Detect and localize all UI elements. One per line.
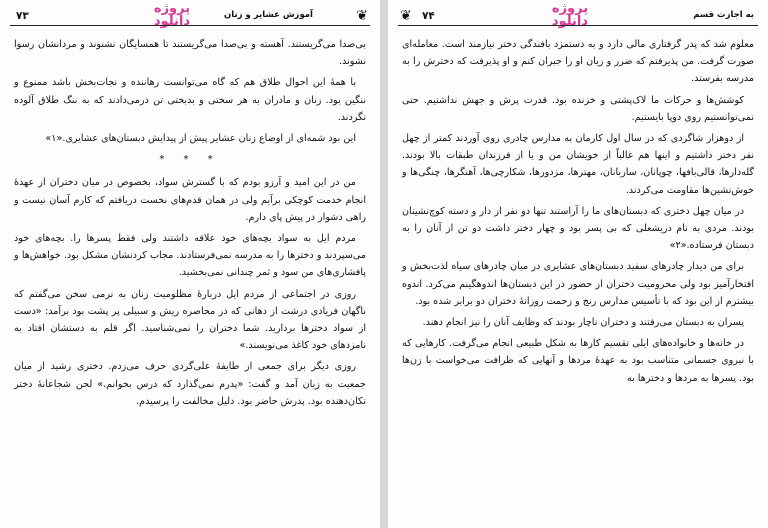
- ornament-icon: ❦: [400, 8, 412, 24]
- paragraph: روزی دیگر برای جمعی از طایفهٔ علی‌گردی حرف می‌زدم. دختری رشید از میان جمعیت به زبان آمد و گفت: «پدرم نمی‌گذارد که درس بخوانم.» لحن شجاعانهٔ دختر تکان‌دهنده بود. پدرش حاضر بود. دلیل مخالفت را پرسیدم.: [14, 361, 366, 407]
- site-logo: پروژه دانلود: [551, 1, 589, 29]
- paragraph: مردم ایل به سواد بچه‌های خود علاقه داشتند ولی فقط پسرها را. بچه‌های خود می‌سپردند و دخترها را به مدرسه نمی‌فرستادند. مجاب کردنشان مشکل بود. خواهش‌ها و پافشاری‌های من سود و ثمر چندانی نمی‌بخشید.: [14, 233, 366, 279]
- header-rule: [398, 25, 758, 26]
- right-page-body: [402, 36, 754, 524]
- header-rule: [10, 25, 370, 26]
- chapter-title: آموزش عشایر و زنان: [224, 10, 313, 20]
- paragraph: با همهٔ این احوال طلاق هم که گاه می‌توانست رهاننده و نجات‌بخش باشد ممنوع و ننگین بود. زنان و مادران به هر سختی و بدبختی تن درمی‌دادند که به ننگ طلاق آلوده نگردند.: [14, 77, 366, 123]
- paragraph: کوشش‌ها و حرکات ما لاک‌پشتی و خزنده بود. قدرت پرش و جهش نداشتیم. حتی نمی‌توانستیم روی دوپا بایستیم.: [402, 94, 754, 123]
- paragraph: در خانه‌ها و خانواده‌های ایلی تقسیم کارها به شکل طبیعی انجام می‌گرفت. کارهایی که با نیروی جسمانی متناسب بود به عهدهٔ مردها و آنهایی که ظرافت می‌خواست با زن‌ها بود. پسرها به مردها و دخترها به: [402, 338, 754, 384]
- left-page: [0, 0, 380, 528]
- left-page-header: [0, 0, 380, 34]
- paragraph: از دوهزار شاگردی که در سال اول کارمان به مدارس چادری روی آوردند کمتر از چهل نفر دختر داشتیم و اینها هم غالباً از خویشان من و یا از فرزندان طبقات بالا بودند. گله‌دارها، قالی‌بافها، چوپانان، ساربانان، مهترها، مزدورها، شکارچی‌ها، آهنگرها، چنگی‌ها و خوش‌نشین‌ها مقاومت می‌کردند.: [402, 133, 754, 196]
- paragraph: این بود شمه‌ای از اوضاع زنان عشایر پیش از پیدایش دبستان‌های عشایری.«۱»: [45, 133, 356, 145]
- chapter-title: به اجازت قسم: [693, 10, 754, 20]
- section-separator: * * *: [159, 154, 221, 166]
- right-page: [388, 0, 768, 528]
- paragraph: روزی در اجتماعی از مردم ایل دربارهٔ مظلومیت زنان به نرمی سخن می‌گفتم که ناگهان فریادی درشت از دهانی که در محاصره ریش و سبیلی پر پشت بود برآمد: «دست از سواد دخترها بردارید. شما دختران را نمی‌شناسید. اگر قلم به دستشان افتاد به نامزدهای خود کاغذ می‌نویسند.»: [14, 288, 366, 352]
- right-page-header: [388, 0, 768, 34]
- paragraph: برای من دیدار چادرهای سفید دبستان‌های عشایری در میان چادرهای سیاه لذت‌بخش و افتخارآمیز بود ولی محرومیت دختران از حضور در این دبستان‌ها اندوهگینم می‌کرد. اندوه بیشترم از این بود که با تأسیس مدارس رنج و زحمت روزانهٔ دختران دو برابر شده بود.: [402, 261, 754, 307]
- paragraph: پسران به دبستان می‌رفتند و دختران ناچار بودند که وظایف آنان را نیز انجام دهند.: [422, 317, 744, 329]
- site-logo: پروژه دانلود: [153, 1, 191, 29]
- left-page-body: [14, 36, 366, 524]
- paragraph: من در این امید و آرزو بودم که با گسترش سواد، بخصوص در میان دختران از عهدهٔ انجام خدمت کوچکی برآیم ولی در همان قدم‌های نخست دریافتم که کارم آسان نیست و راهی دشوار در پیش پای دارم.: [14, 177, 366, 223]
- page-number: ۷۳: [16, 10, 29, 22]
- page-number: ۷۴: [422, 10, 435, 22]
- book-gutter: [380, 0, 388, 528]
- paragraph: معلوم شد که پدر گرفتاری مالی دارد و به دستمزد بافندگی دختر نیازمند است. معامله‌ای صورت گرفت. من پذیرفتم که ضرر و زیان او را جبران کنم و او پذیرفت که دخترش را به مدرسه بفرستد.: [402, 39, 754, 85]
- paragraph: در میان چهل دختری که دبستان‌های ما را آراستند تنها دو نفر از دار و دسته کوچ‌نشینان بودند. مردی به نام دریشعلی که بی پسر بود و چهار دختر داشت دو تن از آنان را به دبستان فرستاده.«۲»: [402, 205, 754, 252]
- ornament-icon: ❦: [356, 8, 368, 24]
- paragraph: بی‌صدا می‌گریستند. آهسته و بی‌صدا می‌گریستند تا همسایگان نشنوند و مردانشان رسوا نشوند.: [14, 39, 366, 68]
